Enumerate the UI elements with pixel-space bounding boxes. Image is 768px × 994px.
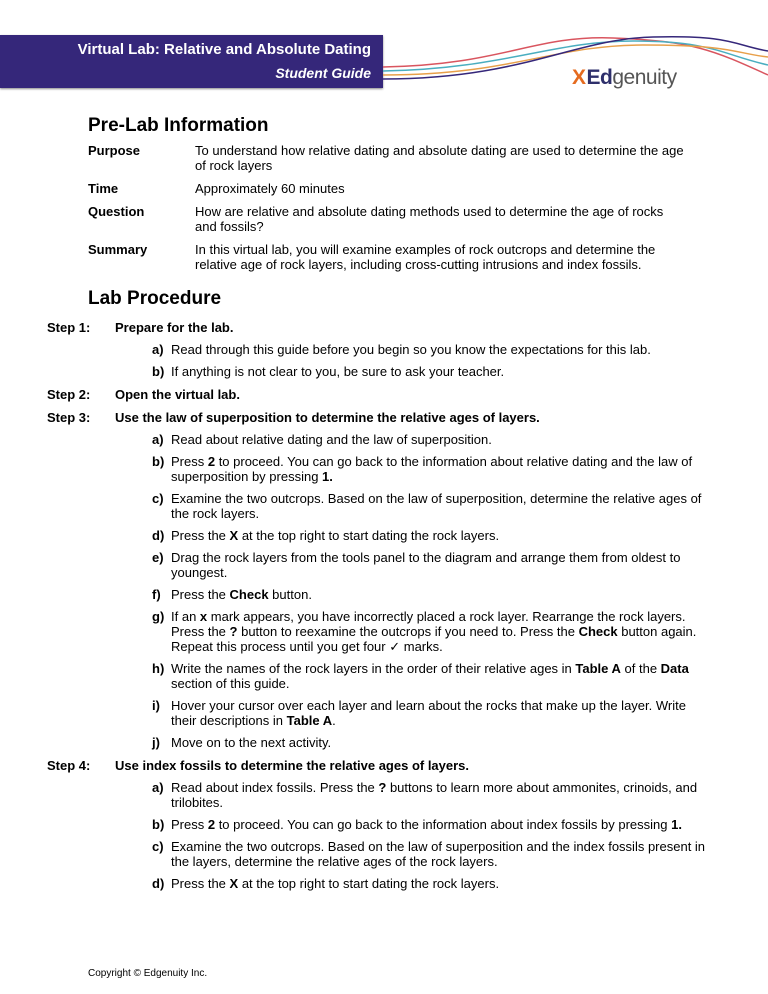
substep-letter: j) [152,735,160,750]
substep-text-part: to proceed. You can go back to the information about relative dating and the law of superposition by pressing [171,454,693,484]
substep-text-part: Read about relative dating and the law of superposition. [171,432,492,447]
info-value: How are relative and absolute dating methods used to determine the age of rocks and fossils? [195,204,664,234]
substep [152,661,707,691]
substep-text [171,432,492,447]
substep [152,342,707,357]
substep-text [171,550,707,580]
substep-text-part: 2 [207,454,216,469]
document-title: Virtual Lab: Relative and Absolute Dating [77,41,371,58]
substep-text-part: Check [229,587,269,602]
step-heading [47,320,707,335]
substep-text-part: X [229,528,239,543]
substep-letter: b) [152,817,165,832]
document-subtitle: Student Guide [275,65,371,81]
substep-text-part: at the top right to start dating the rock layers. [238,528,500,543]
step-number: Step 3: [47,410,91,425]
info-label: Time [88,181,119,196]
substep-text-part: Press [171,817,208,832]
substep [152,432,707,447]
substep-letter: a) [152,432,164,447]
substep-text-part: Write the names of the rock layers in the order of their relative ages in [171,661,576,676]
substep-text-part: of the [620,661,661,676]
substep-text-part: 2 [207,817,216,832]
step-number: Step 2: [47,387,91,402]
substep-text [171,780,707,810]
substep [152,876,707,891]
substep-text [171,454,707,484]
substep-text-part: Check [578,624,618,639]
substep-text-part: Examine the two outcrops. Based on the law of superposition and the index fossils present in the layers, determine the relative ages of the rock layers. [171,839,706,869]
substep-text-part: button. [268,587,312,602]
substep-text [171,839,707,869]
substep [152,817,707,832]
substep-letter: b) [152,364,165,379]
substep-text-part: at the top right to start dating the rock layers. [238,876,500,891]
step-title: Open the virtual lab. [115,387,240,402]
substep-letter: h) [152,661,165,676]
substep-text-part: buttons to learn more about ammonites, crinoids, and trilobites. [171,780,698,810]
substep [152,550,707,580]
substep [152,454,707,484]
info-label: Summary [88,242,148,257]
substep-text-part: section of this guide. [171,676,290,691]
substep [152,698,707,728]
substep [152,491,707,521]
info-value: To understand how relative dating and absolute dating are used to determine the age of rock layers [195,143,684,173]
substep-letter: a) [152,780,164,795]
step-title: Prepare for the lab. [115,320,234,335]
logo-brand-part-1: Ed [586,66,613,89]
substep-text-part: If an [171,609,200,624]
step-number: Step 1: [47,320,91,335]
step-heading [47,410,707,425]
substep-letter: b) [152,454,165,469]
substep-text-part: Hover your cursor over each layer and learn about the rocks that make up the layer. Write their descriptions in [171,698,686,728]
substep-text-part: Table A [575,661,621,676]
substep-text-part: Data [660,661,689,676]
substep-text-part: ? [378,780,387,795]
step-group [47,320,707,379]
info-label: Question [88,204,145,219]
substep [152,780,707,810]
substep [152,587,707,602]
substep [152,528,707,543]
step-group [47,387,707,402]
substep-text [171,364,504,379]
substep-text-part: Press the [171,587,230,602]
substep [152,839,707,869]
info-value: Approximately 60 minutes [195,181,345,196]
step-group [47,410,707,750]
step-title: Use the law of superposition to determine the relative ages of layers. [115,410,540,425]
substep-text [171,698,707,728]
substep-text-part: button again. Repeat this process until you get four ✓ marks. [171,624,697,654]
substep-letter: c) [152,491,164,506]
procedure-heading: Lab Procedure [88,288,222,309]
substep-letter: a) [152,342,164,357]
substep-text-part: button to reexamine the outcrops if you need to. Press the [237,624,579,639]
substep-text-part: mark appears, you have incorrectly placed a rock layer. Rearrange the rock layers. Press the [171,609,686,639]
substep [152,609,707,654]
substep-letter: e) [152,550,164,565]
substep-letter: i) [152,698,160,713]
substep-text-part: ? [229,624,238,639]
substep-text-part: Press [171,454,208,469]
copyright: Copyright © Edgenuity Inc. [88,968,208,979]
substep-text-part: to proceed. You can go back to the information about index fossils by pressing [215,817,672,832]
substep-letter: c) [152,839,164,854]
substep-text-part: 1. [322,469,333,484]
substep-text [171,735,331,750]
info-row [88,242,688,272]
substep-text [171,528,499,543]
substep-text-part: . [332,713,336,728]
substep-text-part: Examine the two outcrops. Based on the law of superposition, determine the relative ages of the rock layers. [171,491,702,521]
substep-letter: g) [152,609,165,624]
substep-letter: d) [152,876,165,891]
info-row [88,181,688,196]
info-label: Purpose [88,143,141,158]
prelab-heading: Pre-Lab Information [88,115,269,136]
logo-brand-part-2: genuity [612,66,677,89]
info-row [88,143,688,173]
substep-text-part: Press the [171,876,230,891]
procedure-list [47,320,707,899]
substep-text [171,491,707,521]
substep-text-part: Read through this guide before you begin so you know the expectations for this lab. [171,342,651,357]
substep-text-part: If anything is not clear to you, be sure to ask your teacher. [171,364,505,379]
info-row [88,204,688,234]
substep-text [171,609,707,654]
substep-text-part: X [229,876,239,891]
substep [152,364,707,379]
substep-text-part: Read about index fossils. Press the [171,780,379,795]
step-title: Use index fossils to determine the relative ages of layers. [115,758,470,773]
edgenuity-logo [572,66,677,90]
substep-text-part: Drag the rock layers from the tools panel to the diagram and arrange them from oldest to youngest. [171,550,681,580]
step-group [47,758,707,891]
substep-text-part: x [199,609,208,624]
substep-text [171,661,707,691]
substep-text [171,876,499,891]
substep-text-part: 1. [671,817,682,832]
logo-x-icon: X [572,66,586,89]
substep-text-part: Table A [286,713,333,728]
substep-text-part: Press the [171,528,230,543]
step-heading [47,758,707,773]
substep [152,735,707,750]
header-band [0,35,383,88]
substep-text [171,342,651,357]
substep-text-part: Move on to the next activity. [171,735,332,750]
substep-text [171,817,682,832]
step-number: Step 4: [47,758,91,773]
substep-letter: d) [152,528,165,543]
substep-letter: f) [152,587,161,602]
substep-text [171,587,312,602]
info-value: In this virtual lab, you will examine examples of rock outcrops and determine the relative age of rock layers, including cross-cutting intrusions and index fossils. [195,242,656,272]
step-heading [47,387,707,402]
prelab-info-table [88,143,688,280]
